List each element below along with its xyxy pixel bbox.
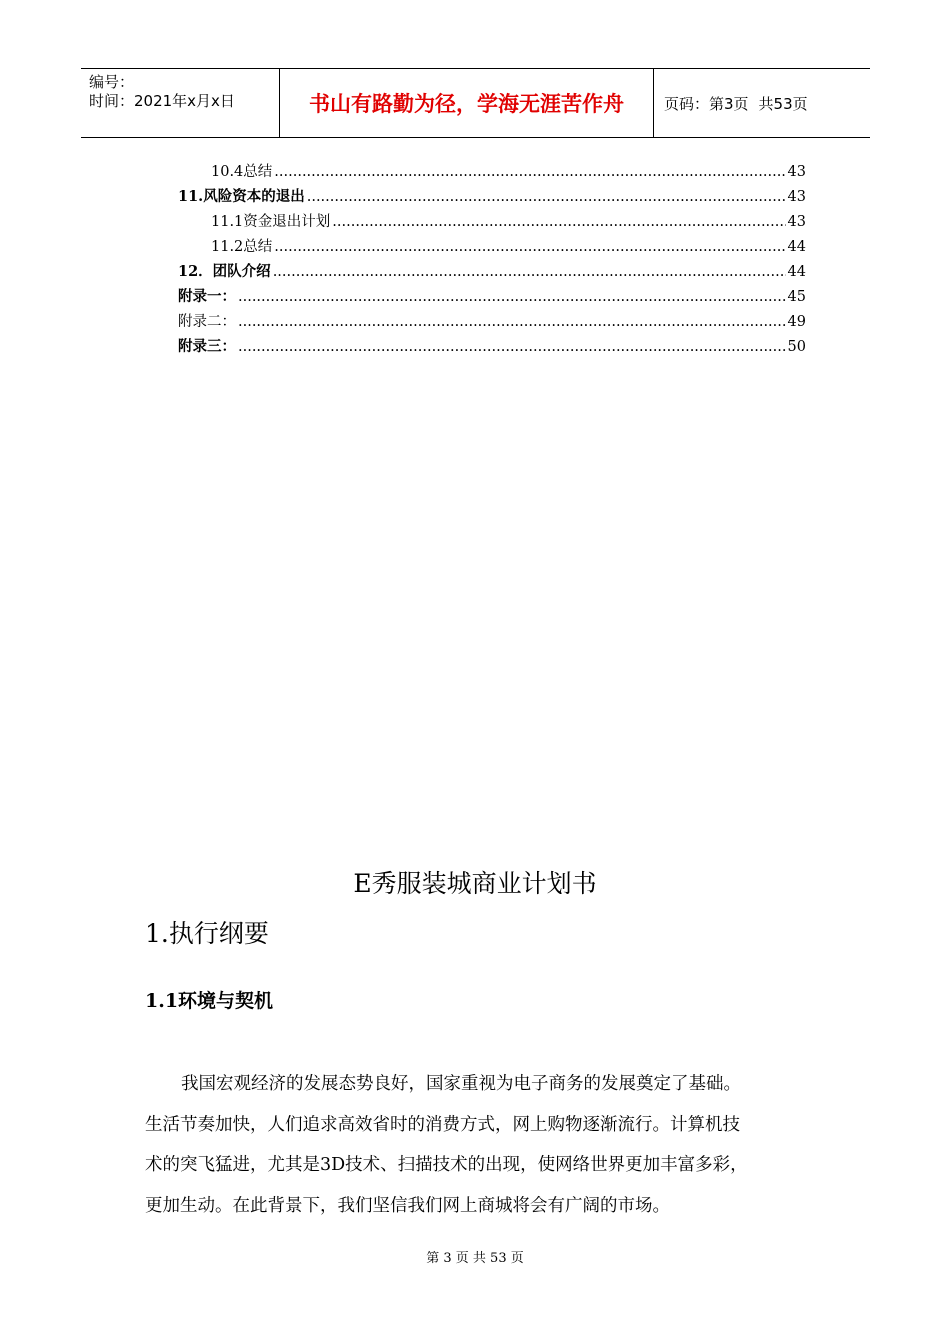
paragraph-line: 生活节奏加快，人们追求高效省时的消费方式，网上购物逐渐流行。计算机技 (145, 1114, 740, 1135)
toc-entry[interactable] (178, 310, 806, 335)
header-page-info (654, 69, 870, 137)
toc-leader-dots (307, 189, 786, 205)
toc-entry-page: 44 (787, 264, 806, 280)
toc-entry-page: 45 (787, 289, 806, 305)
toc-leader-dots (273, 264, 786, 280)
toc-leader-dots (274, 239, 785, 255)
paragraph-line: 我国宏观经济的发展态势良好，国家重视为电子商务的发展奠定了基础。 (181, 1074, 741, 1094)
table-of-contents (178, 160, 806, 360)
toc-entry[interactable] (178, 335, 806, 360)
body-paragraph (145, 1064, 805, 1226)
toc-leader-dots (238, 314, 786, 330)
toc-leader-dots (274, 164, 785, 180)
toc-entry[interactable] (178, 210, 806, 235)
toc-entry-label: 11.1资金退出计划 (211, 214, 331, 230)
toc-entry-page: 50 (787, 339, 806, 355)
toc-entry-label: 11.2总结 (211, 239, 273, 255)
document-title: E秀服装城商业计划书 (353, 869, 597, 898)
header-motto: 书山有路勤为径，学海无涯苦作舟 (280, 69, 654, 137)
toc-entry[interactable] (178, 260, 806, 285)
toc-entry-label: 10.4总结 (211, 164, 273, 180)
toc-entry-page: 43 (787, 189, 806, 205)
header-meta (81, 69, 280, 137)
toc-entry[interactable] (178, 160, 806, 185)
toc-entry-page: 44 (787, 239, 806, 255)
toc-entry[interactable] (178, 235, 806, 260)
subsection-heading: 1.1环境与契机 (145, 990, 274, 1012)
header-page-number: 页码：第3页 (664, 94, 749, 113)
toc-leader-dots (238, 339, 786, 355)
toc-entry-page: 49 (787, 314, 806, 330)
page-header (81, 68, 870, 138)
toc-leader-dots (332, 214, 785, 230)
toc-entry-label: 附录三： (178, 338, 236, 355)
page-footer: 第 3 页 共 53 页 (426, 1251, 524, 1266)
toc-entry-label: 附录一： (178, 288, 236, 305)
paragraph-line: 术的突飞猛进，尤其是3D技术、扫描技术的出现，使网络世界更加丰富多彩， (145, 1155, 748, 1175)
section-heading: 1.执行纲要 (145, 919, 269, 948)
toc-entry-page: 43 (787, 164, 806, 180)
toc-leader-dots (238, 289, 786, 305)
toc-entry-label: 12．团队介绍 (178, 263, 271, 280)
header-number: 编号： (89, 73, 135, 91)
toc-entry-page: 43 (787, 214, 806, 230)
toc-entry-label: 附录二： (178, 314, 236, 330)
header-page-total: 共53页 (758, 94, 808, 113)
toc-entry-label: 11.风险资本的退出 (178, 188, 305, 205)
toc-entry[interactable] (178, 285, 806, 310)
header-time: 时间：2021年x月x日 (89, 92, 235, 110)
toc-entry[interactable] (178, 185, 806, 210)
paragraph-line: 更加生动。在此背景下，我们坚信我们网上商城将会有广阔的市场。 (145, 1195, 670, 1216)
